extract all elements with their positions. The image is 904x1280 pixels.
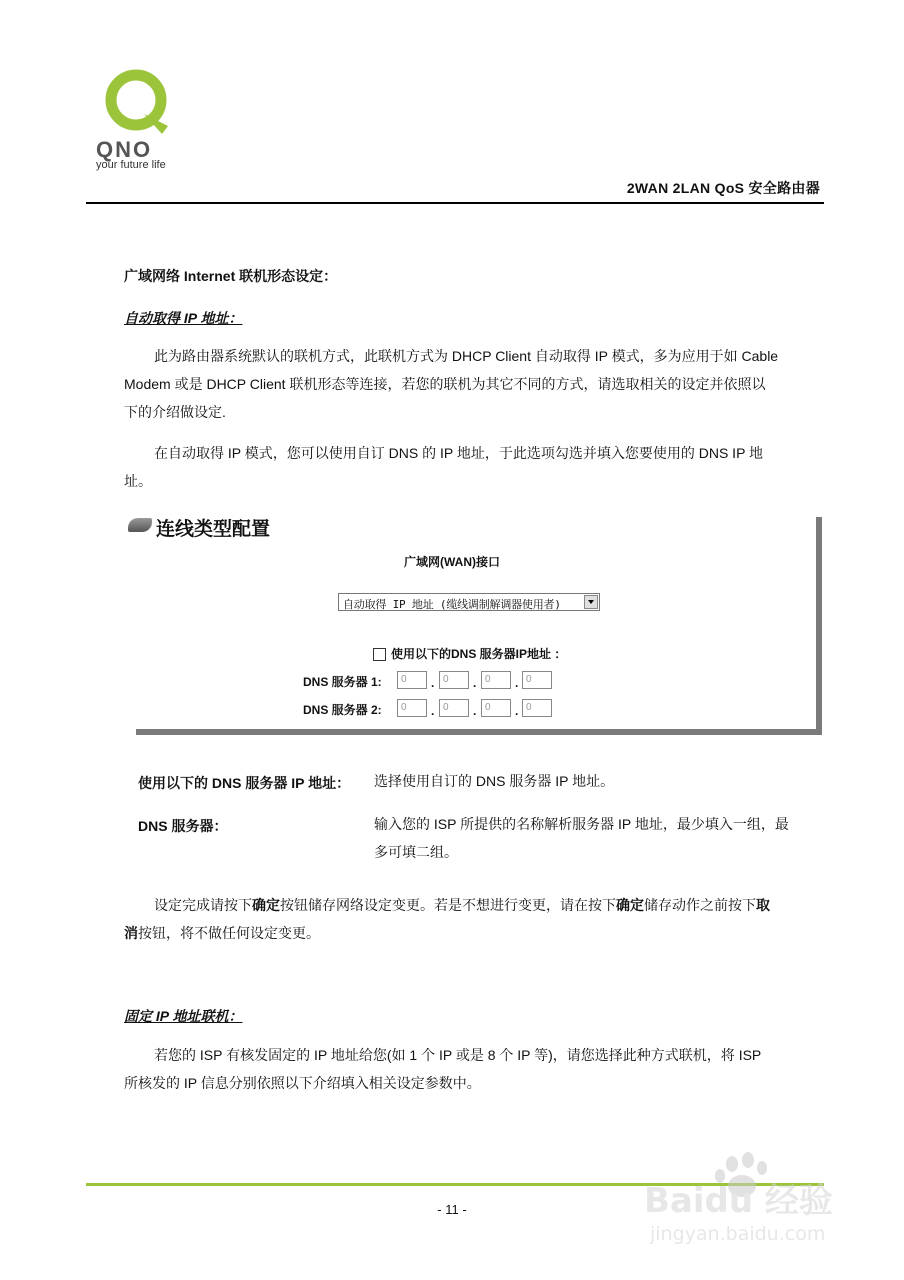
dns2-octet-2[interactable]: 0 <box>439 699 469 717</box>
product-title: 2WAN 2LAN QoS 安全路由器 <box>626 180 820 196</box>
dns2-label: DNS 服务器 2: <box>303 703 382 717</box>
custom-dns-label: 使用以下的DNS 服务器IP地址 ： <box>391 647 567 661</box>
auto-ip-para1-l3: 下的介绍做设定. <box>124 404 226 420</box>
panel-shadow-right <box>816 517 822 735</box>
auto-ip-para2-l2: 址。 <box>124 473 152 489</box>
wan-interface-label: 广域网(WAN)接口 <box>404 555 500 569</box>
dns2-octet-4[interactable]: 0 <box>522 699 552 717</box>
static-ip-heading: 固定 IP 地址联机： <box>124 1008 243 1024</box>
panel-shadow-bottom <box>136 729 822 735</box>
save-note-line2: 消按钮，将不做任何设定变更。 <box>124 925 320 941</box>
dns2-octet-1[interactable]: 0 <box>397 699 427 717</box>
dns2-octet-3[interactable]: 0 <box>481 699 511 717</box>
watermark-url: jingyan.baidu.com <box>650 1223 826 1245</box>
save-note-line1: 设定完成请按下确定按钮储存网络设定变更。若是不想进行变更，请在按下确定储存动作之前按下取 <box>154 897 770 913</box>
def-desc-custom-dns: 选择使用自订的 DNS 服务器 IP 地址。 <box>374 773 615 789</box>
def-desc-dns-server-l1: 输入您的 ISP 所提供的名称解析服务器 IP 地址，最少填入一组，最 <box>374 816 789 832</box>
baidu-watermark <box>640 1150 870 1250</box>
dns1-octet-3[interactable]: 0 <box>481 671 511 689</box>
def-desc-dns-server-l2: 多可填二组。 <box>374 844 458 860</box>
static-ip-line2: 所核发的 IP 信息分别依照以下介绍填入相关设定参数中。 <box>124 1075 481 1091</box>
section-heading: 广域网络 Internet 联机形态设定： <box>124 268 338 284</box>
dns1-octet-1[interactable]: 0 <box>397 671 427 689</box>
connection-type-select[interactable] <box>338 593 600 611</box>
section-bullet-icon <box>128 518 152 532</box>
qno-logo <box>96 62 196 172</box>
page-number: - 11 - <box>437 1202 467 1217</box>
custom-dns-checkbox[interactable] <box>373 648 386 661</box>
auto-ip-para1-l2: Modem 或是 DHCP Client 联机形态等连接，若您的联机为其它不同的方式，请选取相关的设定并依照以 <box>124 376 766 392</box>
connection-type-value: 自动取得 IP 地址 (缆线调制解调器使用者) <box>343 598 561 611</box>
dns1-octet-4[interactable]: 0 <box>522 671 552 689</box>
static-ip-line1: 若您的 ISP 有核发固定的 IP 地址给您(如 1 个 IP 或是 8 个 IP 等)，请您选择此种方式联机，将 ISP <box>154 1047 762 1063</box>
chevron-down-icon[interactable] <box>584 595 598 609</box>
brand-tagline: your future life <box>96 159 166 171</box>
dns1-label: DNS 服务器 1: <box>303 675 382 689</box>
dns1-octet-2[interactable]: 0 <box>439 671 469 689</box>
watermark-brand: Baidu 经验 <box>644 1181 833 1221</box>
auto-ip-heading: 自动取得 IP 地址： <box>124 310 243 326</box>
panel-title: 连线类型配置 <box>156 518 271 540</box>
def-term-dns-server: DNS 服务器： <box>138 818 228 834</box>
auto-ip-para2-l1: 在自动取得 IP 模式，您可以使用自订 DNS 的 IP 地址，于此选项勾选并填入您要使用的 DNS IP 地 <box>154 445 764 461</box>
auto-ip-para1-l1: 此为路由器系统默认的联机方式，此联机方式为 DHCP Client 自动取得 IP 模式，多为应用于如 Cable <box>154 348 779 364</box>
def-term-custom-dns: 使用以下的 DNS 服务器 IP 地址： <box>138 775 351 791</box>
header-divider <box>86 202 824 204</box>
brand-name: QNO <box>96 137 153 162</box>
